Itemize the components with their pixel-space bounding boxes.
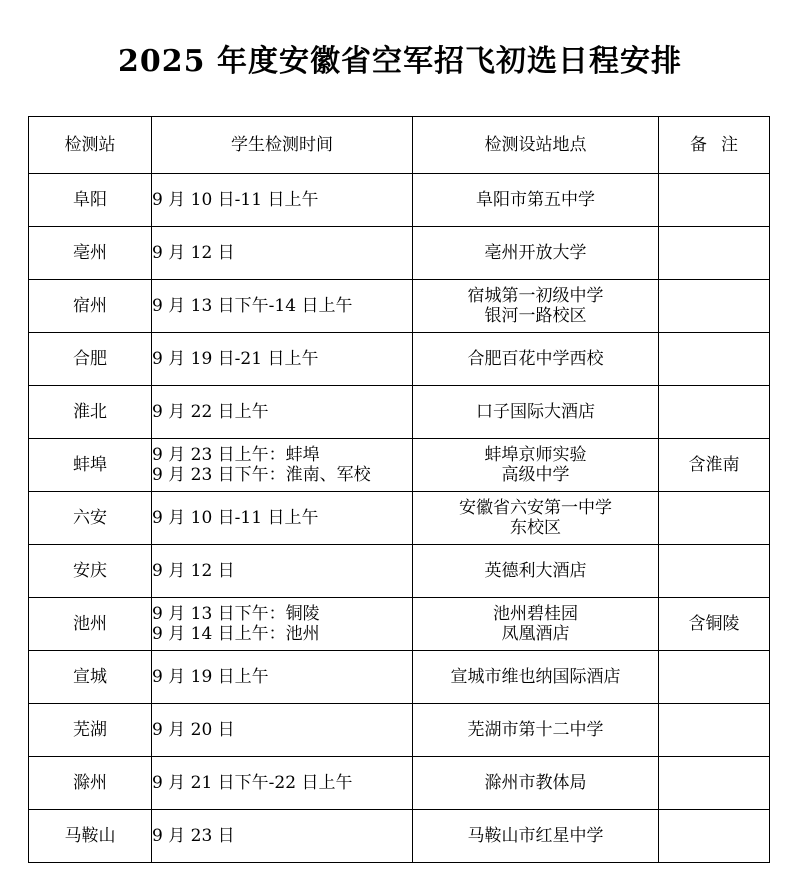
station-cell: 马鞍山: [29, 810, 152, 863]
table-row: [29, 545, 770, 598]
location-line: 亳州开放大学: [484, 243, 587, 263]
time-cell: [152, 492, 413, 545]
station-cell: 安庆: [29, 545, 152, 598]
time-line: 9 月 22 日上午: [152, 402, 269, 422]
table-row: [29, 704, 770, 757]
time-cell: [152, 227, 413, 280]
station-cell: 宣城: [29, 651, 152, 704]
note-cell: [659, 651, 770, 704]
header-location: 检测设站地点: [413, 117, 659, 174]
time-line: 9 月 13 日下午：铜陵: [152, 604, 320, 624]
header-note: [659, 117, 770, 174]
location-line: 安徽省六安第一中学: [459, 498, 612, 518]
location-cell: [413, 810, 659, 863]
table-row: [29, 386, 770, 439]
time-line: 9 月 21 日下午-22 日上午: [152, 773, 353, 793]
time-cell: [152, 386, 413, 439]
time-cell: [152, 704, 413, 757]
table-body: [29, 174, 770, 863]
location-cell: [413, 227, 659, 280]
schedule-table: [28, 116, 770, 863]
note-cell: [659, 757, 770, 810]
note-cell: [659, 492, 770, 545]
station-cell: 滁州: [29, 757, 152, 810]
location-line: 蚌埠京师实验: [484, 445, 587, 465]
note-cell: [659, 280, 770, 333]
time-line: 9 月 23 日下午：淮南、军校: [152, 465, 371, 485]
table-row: [29, 333, 770, 386]
station-cell: 合肥: [29, 333, 152, 386]
time-line: 9 月 19 日-21 日上午: [152, 349, 319, 369]
station-cell: 六安: [29, 492, 152, 545]
location-cell: [413, 439, 659, 492]
time-line: 9 月 14 日上午：池州: [152, 624, 320, 644]
location-line: 东校区: [510, 518, 561, 538]
time-cell: [152, 280, 413, 333]
station-cell: 宿州: [29, 280, 152, 333]
location-line: 银河一路校区: [484, 306, 587, 326]
note-cell: [659, 545, 770, 598]
station-cell: 亳州: [29, 227, 152, 280]
time-line: 9 月 10 日-11 日上午: [152, 190, 319, 210]
header-time: 学生检测时间: [152, 117, 413, 174]
time-cell: [152, 439, 413, 492]
location-line: 阜阳市第五中学: [476, 190, 595, 210]
time-cell: [152, 651, 413, 704]
table-row: [29, 598, 770, 651]
location-line: 凤凰酒店: [501, 624, 570, 644]
location-cell: [413, 333, 659, 386]
station-cell: 淮北: [29, 386, 152, 439]
location-line: 芜湖市第十二中学: [467, 720, 604, 740]
location-cell: [413, 704, 659, 757]
table-row: [29, 651, 770, 704]
location-cell: [413, 492, 659, 545]
time-cell: [152, 174, 413, 227]
location-cell: [413, 386, 659, 439]
header-note-label: 备注: [690, 135, 752, 155]
location-line: 宿城第一初级中学: [467, 286, 604, 306]
note-cell: 含铜陵: [659, 598, 770, 651]
location-line: 马鞍山市红星中学: [467, 826, 604, 846]
time-cell: [152, 810, 413, 863]
location-line: 口子国际大酒店: [476, 402, 595, 422]
table-row: [29, 810, 770, 863]
note-cell: [659, 174, 770, 227]
note-cell: [659, 227, 770, 280]
time-cell: [152, 598, 413, 651]
location-line: 宣城市维也纳国际酒店: [450, 667, 621, 687]
location-line: 合肥百花中学西校: [467, 349, 604, 369]
time-line: 9 月 13 日下午-14 日上午: [152, 296, 353, 316]
station-cell: 芜湖: [29, 704, 152, 757]
note-cell: [659, 333, 770, 386]
location-cell: [413, 651, 659, 704]
time-cell: [152, 757, 413, 810]
location-line: 英德利大酒店: [484, 561, 587, 581]
station-cell: 蚌埠: [29, 439, 152, 492]
time-line: 9 月 12 日: [152, 243, 235, 263]
location-cell: [413, 757, 659, 810]
station-cell: 阜阳: [29, 174, 152, 227]
time-line: 9 月 10 日-11 日上午: [152, 508, 319, 528]
location-cell: [413, 545, 659, 598]
location-cell: [413, 598, 659, 651]
time-line: 9 月 20 日: [152, 720, 235, 740]
table-row: [29, 439, 770, 492]
time-line: 9 月 12 日: [152, 561, 235, 581]
location-line: 滁州市教体局: [484, 773, 587, 793]
time-cell: [152, 333, 413, 386]
time-line: 9 月 23 日上午：蚌埠: [152, 445, 320, 465]
table-row: [29, 227, 770, 280]
location-cell: [413, 280, 659, 333]
time-line: 9 月 23 日: [152, 826, 235, 846]
table-row: [29, 174, 770, 227]
station-cell: 池州: [29, 598, 152, 651]
table-row: [29, 280, 770, 333]
time-line: 9 月 19 日上午: [152, 667, 269, 687]
table-row: [29, 492, 770, 545]
location-line: 高级中学: [501, 465, 570, 485]
location-line: 池州碧桂园: [493, 604, 578, 624]
table-row: [29, 757, 770, 810]
note-cell: [659, 810, 770, 863]
time-cell: [152, 545, 413, 598]
note-cell: 含淮南: [659, 439, 770, 492]
note-cell: [659, 704, 770, 757]
table-header-row: [29, 117, 770, 174]
location-cell: [413, 174, 659, 227]
note-cell: [659, 386, 770, 439]
header-station: 检测站: [29, 117, 152, 174]
page-title: 2025 年度安徽省空军招飞初选日程安排: [118, 44, 682, 79]
